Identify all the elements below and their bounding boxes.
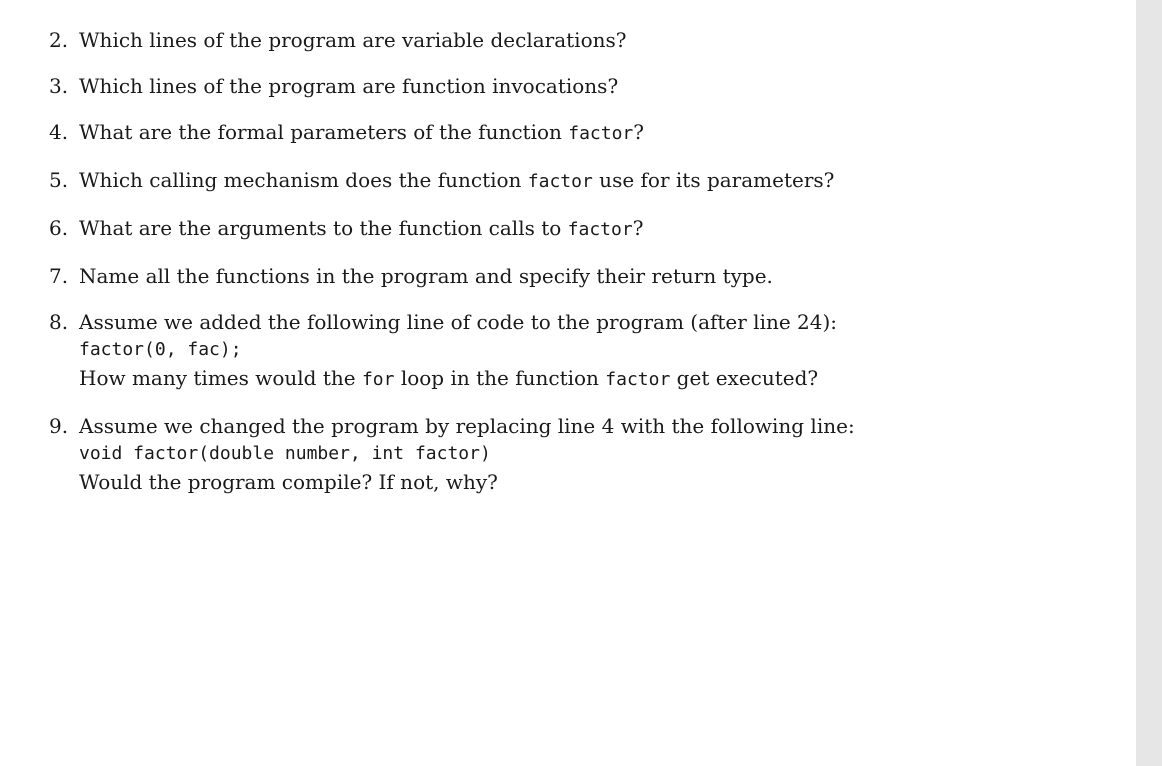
code-line: factor(0, fac); [79, 339, 242, 360]
text-segment: How many times would the [79, 366, 362, 390]
code-identifier: factor [527, 171, 593, 192]
code-identifier: factor [568, 123, 634, 144]
question-number: 3. [49, 74, 69, 98]
question-text: Which calling mechanism does the function [79, 168, 528, 192]
question-number: 4. [49, 120, 69, 144]
question-text: What are the formal parameters of the function [79, 120, 569, 144]
question-number: 8. [49, 310, 69, 334]
scrollbar-track[interactable] [1136, 0, 1162, 766]
question-number: 9. [49, 414, 69, 438]
question-text-end: ? [632, 216, 644, 240]
question-number: 6. [49, 216, 69, 240]
question-7 [49, 262, 1129, 290]
question-text: What are the arguments to the function calls to [79, 216, 568, 240]
question-number: 5. [49, 168, 69, 192]
question-2 [49, 26, 1129, 54]
question-4 [49, 118, 1129, 148]
question-9 [49, 412, 1129, 496]
question-3 [49, 72, 1129, 100]
question-text: Which lines of the program are variable declarations? [79, 28, 627, 52]
question-text: Name all the functions in the program and specify their return type. [79, 264, 773, 288]
question-text: Which lines of the program are function invocations? [79, 74, 619, 98]
question-text-followup [79, 364, 1129, 394]
text-segment: loop in the function [394, 366, 606, 390]
text-segment: get executed? [670, 366, 819, 390]
question-text-end: use for its parameters? [592, 168, 835, 192]
question-5 [49, 166, 1129, 196]
code-line: void factor(double number, int factor) [79, 443, 491, 464]
question-8 [49, 308, 1129, 394]
question-number: 7. [49, 264, 69, 288]
question-text: Assume we added the following line of code to the program (after line 24): [79, 310, 838, 334]
question-number: 2. [49, 28, 69, 52]
question-text: Assume we changed the program by replacing line 4 with the following line: [79, 414, 855, 438]
question-list [49, 26, 1129, 514]
code-identifier: factor [605, 369, 671, 390]
code-keyword: for [361, 369, 395, 390]
question-6 [49, 214, 1129, 244]
question-text-followup: Would the program compile? If not, why? [79, 470, 498, 494]
code-identifier: factor [567, 219, 633, 240]
question-text-end: ? [633, 120, 645, 144]
